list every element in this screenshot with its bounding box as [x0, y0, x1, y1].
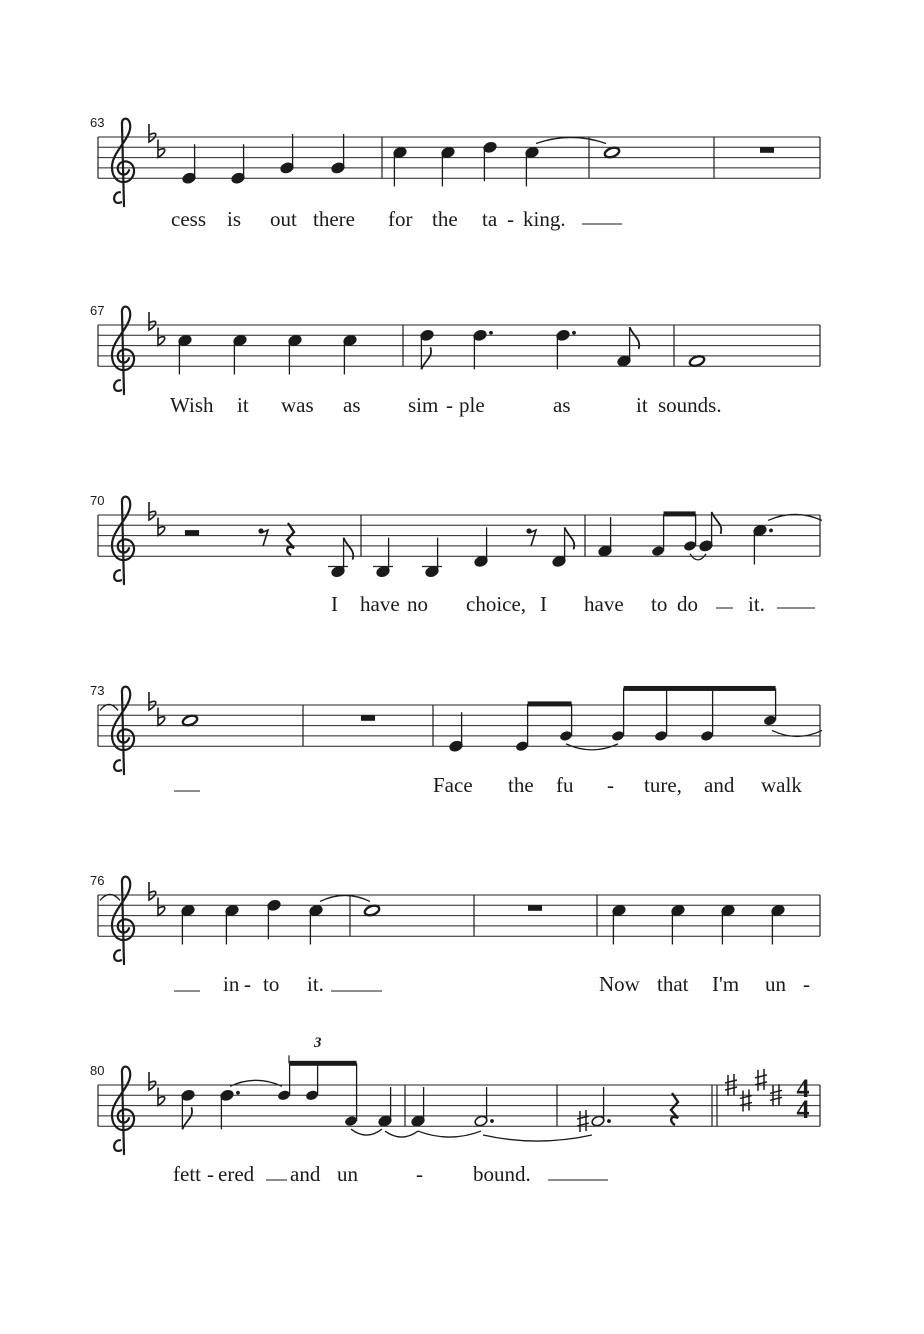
flat-sign [158, 327, 165, 345]
lyric-syllable: walk [761, 773, 802, 797]
time-signature: 4 [796, 1095, 810, 1124]
lyric-syllable: - [207, 1162, 214, 1186]
sharp-sign [740, 1089, 752, 1111]
treble-clef [112, 877, 134, 965]
lyric-syllable: it. [307, 972, 324, 996]
lyric-syllable: and [704, 773, 735, 797]
lyric-syllable: it [636, 393, 648, 417]
measure-number: 80 [90, 1063, 105, 1078]
measure-number: 70 [90, 493, 105, 508]
treble-clef [112, 687, 134, 775]
lyric-syllable: do [677, 592, 698, 616]
lyric-syllable: - [607, 773, 614, 797]
augmentation-dot [572, 331, 576, 335]
flat-sign [149, 502, 156, 520]
measure-number: 67 [90, 303, 105, 318]
augmentation-dot [489, 331, 493, 335]
time-signature: 4 [796, 1074, 810, 1103]
note-head [603, 146, 620, 159]
note-head [688, 354, 705, 367]
tie [690, 554, 706, 560]
augmentation-dot [607, 1119, 611, 1123]
lyric-syllable: - [416, 1162, 423, 1186]
lyric-syllable: sim [408, 393, 439, 417]
flat-sign [158, 139, 165, 157]
flat-sign [149, 124, 156, 142]
sharp-sign [755, 1069, 767, 1091]
half-rest [185, 530, 199, 536]
lyric-syllable: - [446, 393, 453, 417]
flat-sign [149, 1072, 156, 1090]
augmentation-dot [769, 529, 773, 533]
lyric-syllable: un [337, 1162, 358, 1186]
lyric-syllable: Wish [170, 393, 214, 417]
note-head [181, 714, 198, 727]
lyric-syllable: out [270, 207, 297, 231]
flat-sign [158, 517, 165, 535]
tie [320, 895, 370, 901]
measure-number: 63 [90, 115, 105, 130]
lyric-syllable: no [407, 592, 428, 616]
tie [385, 1131, 418, 1137]
treble-clef [112, 119, 134, 207]
lyric-syllable: was [281, 393, 314, 417]
tie [418, 1131, 481, 1137]
treble-clef [112, 497, 134, 585]
measure-number: 76 [90, 873, 105, 888]
sharp-sign [577, 1110, 589, 1132]
whole-rest [528, 905, 542, 911]
treble-clef [112, 307, 134, 395]
lyric-syllable: for [388, 207, 413, 231]
lyric-syllable: it [237, 393, 249, 417]
lyric-syllable: bound. [473, 1162, 531, 1186]
augmentation-dot [236, 1091, 240, 1095]
quarter-rest [671, 1093, 678, 1125]
lyric-syllable: in [223, 972, 240, 996]
tie [536, 137, 606, 143]
lyric-syllable: and [290, 1162, 321, 1186]
whole-rest [361, 715, 375, 721]
lyric-syllable: is [227, 207, 242, 231]
lyric-syllable: there [313, 207, 355, 231]
lyric-syllable: king. [523, 207, 566, 231]
measure-number: 73 [90, 683, 105, 698]
lyric-syllable: the [432, 207, 458, 231]
lyric-syllable: - [507, 207, 514, 231]
lyric-syllable: I'm [712, 972, 740, 996]
lyric-syllable: fett [173, 1162, 201, 1186]
lyric-syllable: ered [218, 1162, 255, 1186]
beam [290, 1061, 357, 1066]
lyric-syllable: - [803, 972, 810, 996]
lyric-syllable: as [343, 393, 361, 417]
quarter-rest [287, 523, 294, 555]
lyric-syllable: Face [433, 773, 473, 797]
beam [624, 686, 776, 691]
lyric-syllable: cess [171, 207, 206, 231]
lyric-syllable: choice, [466, 592, 527, 616]
treble-clef [112, 1067, 134, 1155]
note-head [363, 904, 380, 917]
lyric-syllable: fu [556, 773, 574, 797]
tuplet-number: 3 [314, 1035, 322, 1051]
lyric-syllable: have [360, 592, 400, 616]
lyric-syllable: I [331, 592, 338, 616]
lyric-syllable: it. [748, 592, 765, 616]
beam [528, 701, 572, 706]
eighth-rest [261, 530, 268, 546]
flat-sign [158, 707, 165, 725]
lyric-syllable: ture, [644, 773, 682, 797]
whole-rest [760, 147, 774, 153]
lyric-syllable: to [651, 592, 668, 616]
flat-sign [158, 1087, 165, 1105]
eighth-rest [529, 530, 536, 546]
lyric-syllable: that [657, 972, 689, 996]
tie [351, 1129, 382, 1135]
beam [664, 511, 696, 516]
lyric-syllable: I [540, 592, 547, 616]
tie [566, 744, 618, 750]
lyric-syllable: Now [599, 972, 640, 996]
lyric-syllable: sounds. [658, 393, 722, 417]
flat-sign [149, 312, 156, 330]
lyric-syllable: un [765, 972, 786, 996]
augmentation-dot [490, 1119, 494, 1123]
lyric-syllable: as [553, 393, 571, 417]
lyric-syllable: have [584, 592, 624, 616]
lyric-syllable: the [508, 773, 534, 797]
flat-sign [149, 882, 156, 900]
lyric-syllable: - [244, 972, 251, 996]
lyric-syllable: to [263, 972, 280, 996]
flat-sign [149, 692, 156, 710]
flat-sign [158, 897, 165, 915]
lyric-syllable: ple [459, 393, 485, 417]
tie [483, 1135, 592, 1141]
lyric-syllable: ta [482, 207, 498, 231]
